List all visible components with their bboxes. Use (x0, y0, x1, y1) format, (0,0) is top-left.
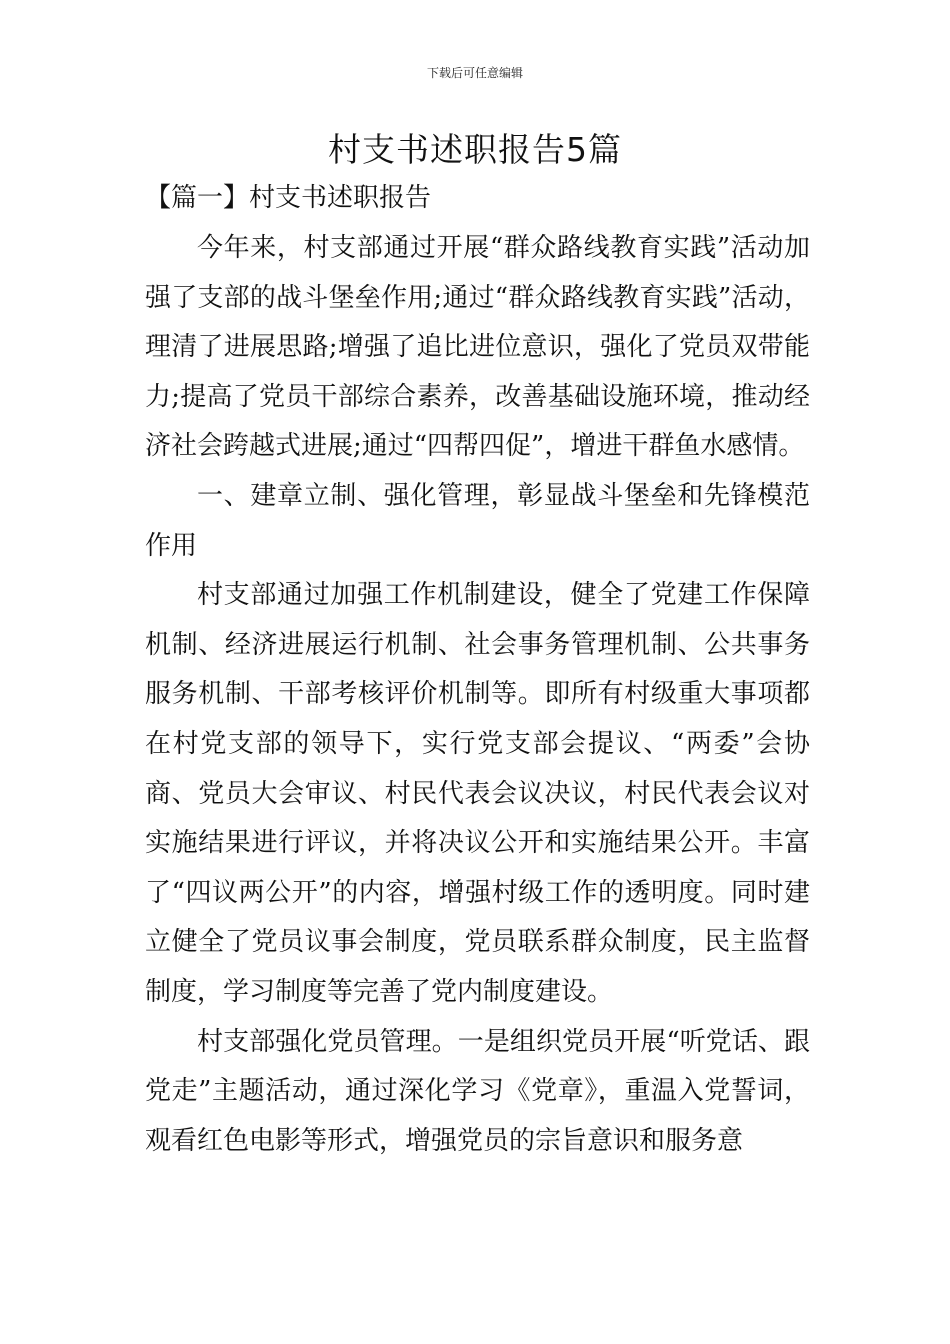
section-title: 【篇一】村支书述职报告 (145, 183, 432, 213)
paragraph: 村支部强化党员管理。一是组织党员开展“听党话、跟党走”主题活动，通过深化学习《党章》，重温入党誓词，观看红色电影等形式，增强党员的宗旨意识和服务意 (145, 1026, 810, 1156)
paragraph: 村支部通过加强工作机制建设，健全了党建工作保障机制、经济进展运行机制、社会事务管理机制、公共事务服务机制、干部考核评价机制等。即所有村级重大事项都在村党支部的领导下，实行党支部会提议、“两委”会协商、党员大会审议、村民代表会议决议，村民代表会议对实施结果进行评议，并将决议公开和实施结果公开。丰富了“四议两公开”的内容，增强村级工作的透明度。同时建立健全了党员议事会制度，党员联系群众制度，民主监督制度，学习制度等完善了党内制度建设。 (145, 580, 810, 1007)
paragraph: 今年来，村支部通过开展“群众路线教育实践”活动加强了支部的战斗堡垒作用;通过“群众路线教育实践”活动，理清了进展思路;增强了追比进位意识，强化了党员双带能力;提高了党员干部综合素养，改善基础设施环境，推动经济社会跨越式进展;通过“四帮四促”，增进干群鱼水感情。 (145, 233, 810, 462)
header-note: 下载后可任意编辑 (426, 66, 523, 80)
document-title: 村支书述职报告5篇 (328, 130, 622, 169)
document-body (145, 224, 810, 1166)
paragraph: 一、建章立制、强化管理，彰显战斗堡垒和先锋模范作用 (145, 480, 810, 561)
